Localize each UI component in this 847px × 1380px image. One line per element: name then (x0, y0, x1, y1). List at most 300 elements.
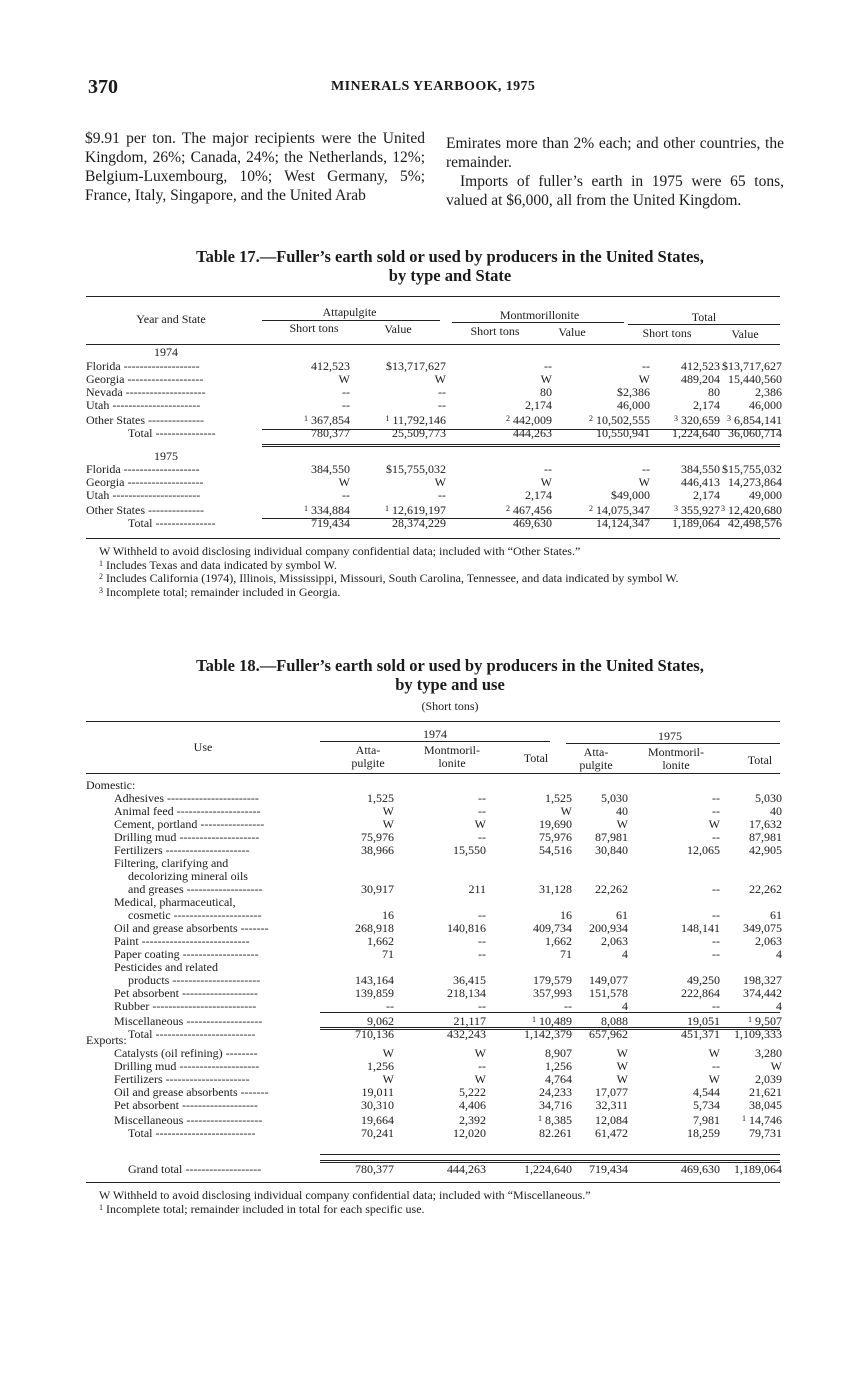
cell-value: 5,222 (459, 1085, 486, 1099)
table-cell (720, 412, 782, 427)
table-cell (628, 1060, 720, 1073)
row-label-text: decolorizing mineral oils (128, 870, 248, 883)
table-cell (572, 1163, 628, 1176)
cell-value: 4 (622, 947, 628, 961)
cell-value: W (434, 372, 446, 386)
table17-bottom-rule (86, 538, 780, 539)
table-row (86, 922, 782, 935)
cell-value: 61 (616, 908, 628, 922)
footnote-marker: 1 (385, 504, 389, 513)
leader-dots: -------------------- (176, 1060, 260, 1073)
footnote-marker: 1 (748, 1015, 752, 1024)
table-cell (486, 1112, 572, 1127)
cell-value: 444,263 (447, 1162, 486, 1176)
row-label (86, 1112, 320, 1127)
cell-value: W (382, 804, 394, 818)
table18-note-1: $^1$ Incomplete total; remainder included in total for each specific use. (99, 1201, 425, 1216)
table-cell (320, 987, 394, 1000)
row-label (86, 987, 320, 1000)
table-cell (258, 386, 350, 399)
table-cell (350, 476, 446, 489)
cell-value: 15,440,560 (728, 372, 782, 386)
cell-value: 3,280 (755, 1046, 782, 1060)
table17-note-3: $^3$ Incomplete total; remainder included in Georgia. (99, 584, 341, 599)
cell-value: -- (386, 999, 394, 1013)
cell-value: 2,063 (755, 934, 782, 948)
leader-dots: --------------------- (162, 1073, 250, 1086)
row-label (86, 922, 320, 935)
row-label-text: Pet absorbent (114, 987, 179, 1000)
table-cell (572, 935, 628, 948)
table18-domestic-rows (86, 792, 782, 1041)
table17-rows-1975 (86, 463, 782, 530)
cell-value: 21,621 (749, 1085, 782, 1099)
table-cell (486, 883, 572, 896)
table-cell (650, 502, 720, 517)
cell-value: -- (642, 462, 650, 476)
table18-grand-rows (86, 1163, 782, 1176)
cell-value: 143,164 (355, 973, 394, 987)
table-cell (258, 360, 350, 373)
cell-value: $2,386 (617, 385, 650, 399)
table-cell (552, 399, 650, 412)
row-label-text: Georgia (86, 476, 125, 489)
cell-value: 14,746 (749, 1113, 782, 1127)
table-cell (720, 399, 782, 412)
leader-dots: --------------------------- (138, 935, 250, 948)
cell-value: -- (478, 908, 486, 922)
cell-value: 780,377 (355, 1162, 394, 1176)
table-cell (572, 883, 628, 896)
cell-value: W (616, 1072, 628, 1086)
row-label (86, 883, 320, 896)
table-cell (258, 373, 350, 386)
cell-value: W (616, 1059, 628, 1073)
leader-dots: --------------------- (162, 844, 250, 857)
table-row (86, 476, 782, 489)
table17-group-attapulgite: Attapulgite (322, 305, 377, 319)
cell-value: 140,816 (447, 921, 486, 935)
cell-value: 1,224,640 (672, 426, 720, 440)
table-cell (258, 399, 350, 412)
table18-caption-line: Table 18.—Fuller’s earth sold or used by producers in the United States, (196, 656, 704, 675)
table-cell (394, 818, 486, 831)
table17-body-1974 (86, 360, 782, 440)
footnote-marker: 1 (532, 1015, 536, 1024)
table-cell (258, 412, 350, 427)
table-cell (720, 1163, 782, 1176)
row-label-text: Animal feed (114, 805, 174, 818)
table-cell (486, 1099, 572, 1112)
row-label-text: Other States (86, 413, 145, 427)
intro-left-column (85, 129, 425, 205)
cell-value: 70,241 (361, 1126, 394, 1140)
row-label-text: Utah (86, 399, 110, 412)
row-label-text: Florida (86, 360, 121, 373)
cell-value: 71 (382, 947, 394, 961)
row-label (86, 517, 258, 530)
cell-value: -- (712, 999, 720, 1013)
cell-value: 409,734 (533, 921, 572, 935)
table-cell (552, 463, 650, 476)
cell-value: 71 (560, 947, 572, 961)
cell-value: 198,327 (743, 973, 782, 987)
table-cell (628, 987, 720, 1000)
cell-value: 17,077 (595, 1085, 628, 1099)
table-cell (572, 987, 628, 1000)
table-cell (446, 412, 552, 427)
table-cell (486, 1127, 572, 1140)
cell-value: 61 (770, 908, 782, 922)
table-cell (394, 1163, 486, 1176)
table-cell (650, 412, 720, 427)
leader-dots: ------------------- (183, 1113, 263, 1127)
table-cell (350, 373, 446, 386)
table17-top-rule (86, 296, 780, 297)
table17-caption-line: by type and State (388, 266, 512, 285)
cell-value: 1,189,064 (734, 1162, 782, 1176)
cell-value: W (540, 475, 552, 489)
cell-value: 489,204 (681, 372, 720, 386)
cell-value: 42,498,576 (728, 516, 782, 530)
row-label-text: Cement, portland (114, 818, 198, 831)
cell-value: 467,456 (513, 503, 552, 517)
cell-value: 357,993 (533, 986, 572, 1000)
cell-value: 21,117 (453, 1014, 486, 1028)
table17-stub-header: Year and State (136, 312, 206, 326)
footnote-marker: 1 (304, 414, 308, 423)
table18-total-rule (320, 1154, 780, 1155)
cell-value: 446,413 (681, 475, 720, 489)
cell-value: 80 (540, 385, 552, 399)
leader-dots: --------------------- (173, 805, 261, 818)
table-cell (320, 1163, 394, 1176)
row-label (86, 463, 258, 476)
table17-total-double-rule (262, 444, 780, 447)
cell-value: 4,406 (459, 1098, 486, 1112)
row-label-text: Oil and grease absorbents (114, 922, 238, 935)
table-cell (394, 1112, 486, 1127)
cell-value: W (338, 372, 350, 386)
cell-value: 222,864 (681, 986, 720, 1000)
cell-value: -- (438, 385, 446, 399)
cell-value: -- (438, 398, 446, 412)
table-cell (720, 1112, 782, 1127)
cell-value: 49,250 (687, 973, 720, 987)
footnote-marker: 1 (742, 1114, 746, 1123)
table-cell (720, 948, 782, 961)
cell-value: 87,981 (749, 830, 782, 844)
leader-dots: ------------------- (120, 360, 200, 373)
cell-value: 25,509,773 (392, 426, 446, 440)
table-cell (350, 463, 446, 476)
table-cell (628, 857, 720, 870)
table17-total-rule (262, 518, 780, 519)
cell-value: 719,434 (311, 516, 350, 530)
footnote-marker: 3 (727, 414, 731, 423)
leader-dots: ------- (237, 1086, 269, 1099)
table-cell (394, 935, 486, 948)
table-cell (720, 987, 782, 1000)
footnote-marker: 2 (589, 504, 593, 513)
cell-value: 82.261 (539, 1126, 572, 1140)
table17-year: 1974 (154, 345, 178, 359)
cell-value: 40 (770, 804, 782, 818)
leader-dots: --------------- (152, 427, 216, 440)
table-cell (486, 844, 572, 857)
cell-value: 9,507 (755, 1014, 782, 1028)
cell-value: -- (478, 999, 486, 1013)
cell-value: 412,523 (311, 359, 350, 373)
leader-dots: ------- (237, 922, 269, 935)
cell-value: 40 (616, 804, 628, 818)
table18-subhead-atta: Atta- pulgite (579, 745, 613, 772)
row-label-text: and greases (128, 883, 184, 896)
table-cell (720, 857, 782, 870)
table-cell (394, 1127, 486, 1140)
cell-value: 780,377 (311, 426, 350, 440)
leader-dots: ---------------------- (109, 399, 201, 412)
cell-value: -- (342, 385, 350, 399)
table-cell (572, 844, 628, 857)
row-label-text: Total (128, 1127, 153, 1140)
leader-dots: -------------------- (176, 831, 260, 844)
cell-value: -- (478, 830, 486, 844)
cell-value: -- (712, 947, 720, 961)
table-row (86, 412, 782, 427)
cell-value: 320,659 (681, 413, 720, 427)
cell-value: 2,174 (525, 488, 552, 502)
table-cell (350, 386, 446, 399)
table-cell (628, 1163, 720, 1176)
table-cell (394, 896, 486, 909)
table-row (86, 857, 782, 870)
cell-value: 1,662 (545, 934, 572, 948)
cell-value: W (382, 817, 394, 831)
table-cell (350, 489, 446, 502)
row-label (86, 935, 320, 948)
cell-value: 46,000 (749, 398, 782, 412)
row-label-text: Nevada (86, 386, 123, 399)
table-cell (628, 805, 720, 818)
cell-value: 139,859 (355, 986, 394, 1000)
cell-value: 268,918 (355, 921, 394, 935)
table17-group-total: Total (691, 310, 717, 324)
table-cell (628, 1099, 720, 1112)
table18-year-rule (320, 741, 550, 742)
cell-value: 12,420,680 (728, 503, 782, 517)
cell-value: 412,523 (681, 359, 720, 373)
table-cell (572, 1127, 628, 1140)
cell-value: 469,630 (681, 1162, 720, 1176)
table18-year-rule (566, 743, 780, 744)
table-cell (320, 883, 394, 896)
table-cell (628, 935, 720, 948)
table-row (86, 1112, 782, 1127)
row-label-text: Adhesives (114, 792, 164, 805)
table-cell (258, 502, 350, 517)
table-cell (350, 360, 446, 373)
cell-value: W (540, 372, 552, 386)
row-label-text: Medical, pharmaceutical, (114, 896, 236, 909)
table-cell (446, 373, 552, 386)
cell-value: -- (342, 488, 350, 502)
leader-dots: ---------------------- (109, 489, 201, 502)
row-label-text: Drilling mud (114, 1060, 177, 1073)
row-label (86, 961, 320, 974)
cell-value: 10,550,941 (596, 426, 650, 440)
leader-dots: -------------- (145, 413, 204, 427)
table18-bottom-rule (86, 1182, 780, 1183)
cell-value: 4 (776, 999, 782, 1013)
cell-value: 148,141 (681, 921, 720, 935)
table-cell (628, 792, 720, 805)
table-row (86, 489, 782, 502)
row-label (86, 857, 320, 870)
table-cell (446, 463, 552, 476)
cell-value: 10,489 (539, 1014, 572, 1028)
leader-dots: ----------------------- (164, 792, 259, 805)
table18-exports-heading: Exports: (86, 1033, 127, 1047)
footnote-marker: 2 (589, 414, 593, 423)
table-cell (320, 1013, 394, 1028)
table-row (86, 1047, 782, 1060)
row-label (86, 909, 320, 922)
table-row (86, 974, 782, 987)
cell-value: -- (712, 791, 720, 805)
cell-value: 1,109,333 (734, 1027, 782, 1041)
cell-value: 7,981 (693, 1113, 720, 1127)
table-row (86, 1163, 782, 1176)
cell-value: W (708, 817, 720, 831)
cell-value: -- (712, 1059, 720, 1073)
cell-value: 1,142,379 (524, 1027, 572, 1041)
table-cell (572, 948, 628, 961)
table-row (86, 948, 782, 961)
cell-value: 367,854 (311, 413, 350, 427)
table-row (86, 909, 782, 922)
table-cell (572, 857, 628, 870)
cell-value: 2,063 (601, 934, 628, 948)
cell-value: 355,927 (681, 503, 720, 517)
table17-group-rule (452, 322, 624, 323)
row-label-text: Oil and grease absorbents (114, 1086, 238, 1099)
table-cell (394, 857, 486, 870)
table17-subhead: Short tons (470, 324, 520, 338)
cell-value: 5,030 (601, 791, 628, 805)
cell-value: -- (478, 1059, 486, 1073)
cell-value: 442,009 (513, 413, 552, 427)
cell-value: -- (544, 359, 552, 373)
cell-value: 2,392 (459, 1113, 486, 1127)
table-row (86, 896, 782, 909)
row-label-text: Fertilizers (114, 1073, 163, 1086)
table-cell (628, 870, 720, 883)
cell-value: 12,020 (453, 1126, 486, 1140)
table18-caption (100, 656, 800, 716)
cell-value: 8,907 (545, 1046, 572, 1060)
cell-value: 36,060,714 (728, 426, 782, 440)
cell-value: 2,386 (755, 385, 782, 399)
cell-value: 30,310 (361, 1098, 394, 1112)
cell-value: 1,525 (545, 791, 572, 805)
table18-domestic-heading: Domestic: (86, 778, 136, 792)
row-label-text: cosmetic (128, 909, 171, 922)
cell-value: 38,966 (361, 843, 394, 857)
cell-value: 1,662 (367, 934, 394, 948)
table-row (86, 1099, 782, 1112)
cell-value: 374,442 (743, 986, 782, 1000)
intro-paragraph: Imports of fuller’s earth in 1975 were 65 tons, valued at $6,000, all from the United Kingdom. (446, 173, 784, 209)
table-cell (258, 489, 350, 502)
cell-value: 14,273,864 (728, 475, 782, 489)
table-cell (320, 1099, 394, 1112)
cell-value: -- (642, 359, 650, 373)
cell-value: 6,854,141 (734, 413, 782, 427)
cell-value: 444,263 (513, 426, 552, 440)
row-label (86, 1047, 320, 1060)
table-cell (486, 1163, 572, 1176)
row-label (86, 1073, 320, 1086)
cell-value: 149,077 (589, 973, 628, 987)
row-label (86, 805, 320, 818)
table-cell (628, 844, 720, 857)
cell-value: 384,550 (311, 462, 350, 476)
table17-note-2: $^2$ Includes California (1974), Illinois, Mississippi, Missouri, South Carolina, Tennessee, and data indicated by symbol W. (99, 571, 679, 585)
table-row (86, 502, 782, 517)
cell-value: -- (564, 999, 572, 1013)
footnote-marker: 3 (674, 414, 678, 423)
table-cell (572, 1112, 628, 1127)
cell-value: W (474, 1072, 486, 1086)
cell-value: W (474, 817, 486, 831)
table-cell (320, 844, 394, 857)
row-label (86, 1013, 320, 1028)
table-cell (320, 857, 394, 870)
row-label (86, 870, 320, 883)
table18-header-rule (86, 773, 780, 774)
cell-value: 42,905 (749, 843, 782, 857)
footnote-marker: 1 (385, 414, 390, 423)
cell-value: -- (544, 462, 552, 476)
table-cell (320, 948, 394, 961)
leader-dots: ------------------- (182, 1163, 262, 1176)
table-cell (720, 935, 782, 948)
row-label-text: Grand total (128, 1163, 183, 1176)
row-label (86, 896, 320, 909)
row-label-text: Miscellaneous (114, 1014, 184, 1028)
cell-value: 79,731 (749, 1126, 782, 1140)
table18-grand-total (86, 1163, 782, 1176)
table-cell (446, 399, 552, 412)
cell-value: 22,262 (595, 882, 628, 896)
cell-value: W (708, 1072, 720, 1086)
table-row (86, 1073, 782, 1086)
cell-value: $13,717,627 (386, 359, 446, 373)
leader-dots: ------------------- (179, 1099, 258, 1112)
cell-value: W (708, 1046, 720, 1060)
leader-dots: ------------------- (179, 987, 258, 1000)
leader-dots: -------- (222, 1047, 258, 1060)
cell-value: 334,884 (311, 503, 350, 517)
table-cell (486, 857, 572, 870)
cell-value: W (474, 1046, 486, 1060)
table-cell (394, 1060, 486, 1073)
table18-subhead-mont: Montmoril- lonite (648, 745, 704, 772)
cell-value: 10,502,555 (596, 413, 650, 427)
row-label (86, 1000, 320, 1013)
table-cell (320, 1127, 394, 1140)
